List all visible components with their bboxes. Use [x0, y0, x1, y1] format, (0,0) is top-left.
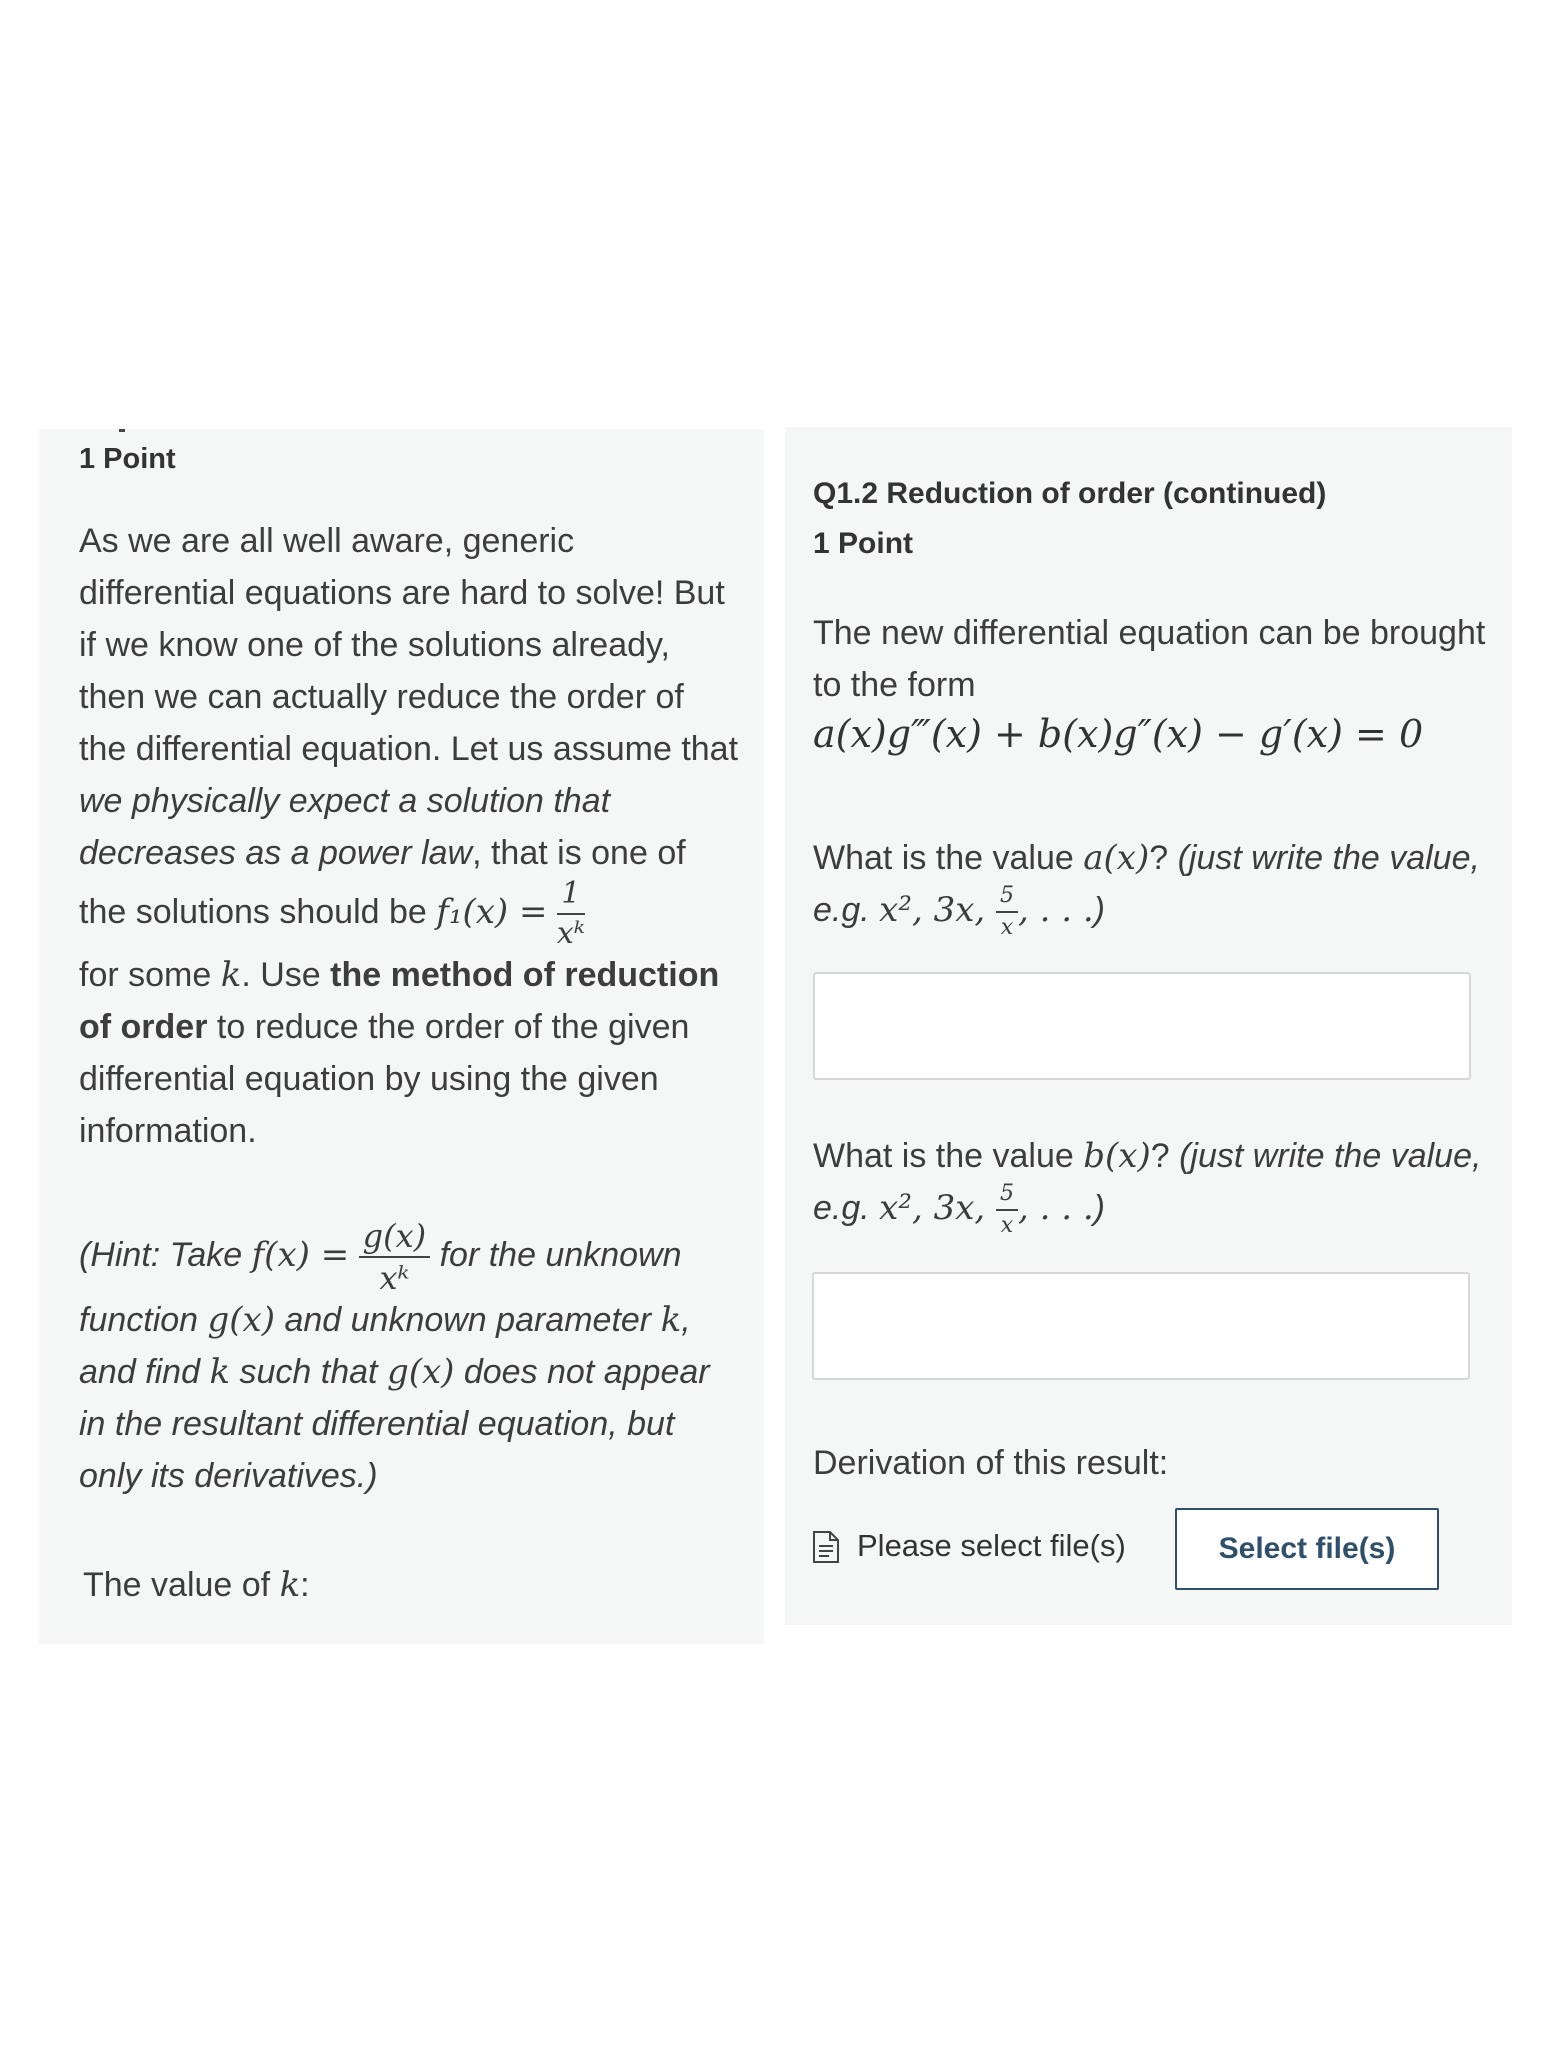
- right-question-panel: [785, 427, 1512, 1625]
- file-status-text: Please select file(s): [857, 1528, 1126, 1563]
- f1-fraction: $\frac{1}{\text{xᵏ}}$: [556, 876, 585, 951]
- hint-text: (Hint: Take f(x) = $\frac{g(x)}{\text{xᵏ}}$ for the unknown function g(x) and unknown parameter k, and find k such that g(x) does not appear in the resultant differential equation, but only its derivatives.): [79, 1217, 710, 1495]
- hint-fraction: $\frac{g(x)}{\text{xᵏ}}$: [359, 1220, 431, 1294]
- points-label: 1 Point: [813, 527, 914, 560]
- question-text: As we are all well aware, generic differential equations are hard to solve! But if we know one of the solutions already, then we can actually reduce the order of the differential equation. Let us assume that we physically expect a solution that decreases as a power law, that is one of the solutions should be f₁(x) = $\frac{1}{\text{xᵏ}}$ for some k. Use the method of reduction of order to reduce the order of the given differential equation by using the given information.: [79, 522, 739, 1150]
- f1-expression: f₁(x) =: [436, 891, 548, 932]
- derivation-label: Derivation of this result:: [813, 1444, 1169, 1482]
- intro-italic: we physically expect a solution that decreases as a power law: [79, 782, 611, 872]
- example-fraction: $\frac{5}{x}$: [996, 1183, 1018, 1237]
- document-icon: [811, 1530, 845, 1566]
- method-bold: the method of reduction of order: [79, 956, 720, 1046]
- question-a: What is the value a(x)? (just write the value, e.g. x², 3x, $\frac{5}{x}$ , . . .): [813, 838, 1480, 941]
- lead-text: The new differential equation can be brought to the form: [813, 614, 1486, 704]
- select-files-button[interactable]: Select file(s): [1175, 1508, 1439, 1590]
- left-question-panel: [39, 429, 764, 1644]
- value-k-label: The value of k:: [83, 1565, 310, 1605]
- answer-b-input[interactable]: [812, 1272, 1470, 1380]
- example-fraction: $\frac{5}{x}$: [996, 885, 1018, 939]
- clipped-header-mark: [119, 429, 125, 432]
- question-title: Q1.2 Reduction of order (continued): [813, 477, 1327, 510]
- answer-a-input[interactable]: [813, 972, 1471, 1080]
- points-label: 1 Point: [79, 443, 176, 475]
- question-b: What is the value b(x)? (just write the value, e.g. x², 3x, $\frac{5}{x}$ , . . .): [813, 1136, 1482, 1239]
- target-equation: a(x)g‴(x) + b(x)g″(x) − g′(x) = 0: [813, 712, 1424, 756]
